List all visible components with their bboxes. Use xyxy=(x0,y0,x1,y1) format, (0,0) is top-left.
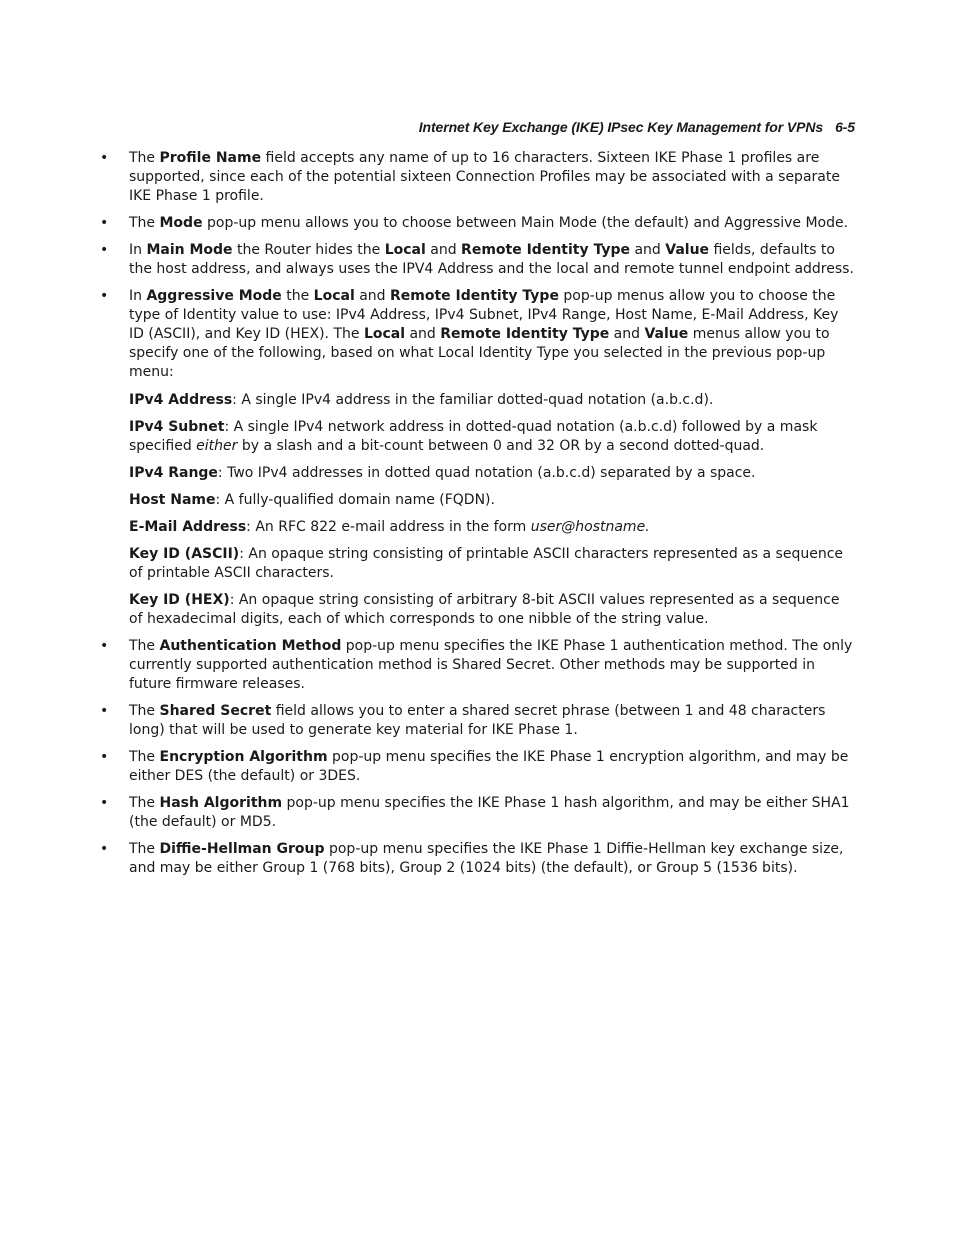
text-run: In xyxy=(129,288,147,304)
bullet-marker: • xyxy=(100,749,109,765)
identity-email-address xyxy=(129,518,856,537)
bullet-marker: • xyxy=(100,703,109,719)
term-hash-algorithm: Hash Algorithm xyxy=(159,795,283,811)
text-run: pop-up menu specifies the IKE Phase 1 authentication method. The only currently supported authentication method is Shared Secret. Other methods may be supported in future firmware releases. xyxy=(129,638,853,692)
bullet-shared-secret xyxy=(100,702,856,740)
term-shared-secret: Shared Secret xyxy=(159,703,272,719)
term-host-name: Host Name xyxy=(129,492,216,508)
bullet-aggressive-mode xyxy=(100,287,856,382)
text-run: : An opaque string consisting of printable ASCII characters represented as a sequence of printable ASCII characters. xyxy=(129,546,844,581)
header-title: Internet Key Exchange (IKE) IPsec Key Management for VPNs xyxy=(418,119,824,135)
text-run: the Router hides the xyxy=(232,242,385,258)
text-run: : A fully-qualified domain name (FQDN). xyxy=(215,492,495,508)
text-run: : Two IPv4 addresses in dotted quad notation (a.b.c.d) separated by a space. xyxy=(217,465,756,481)
term-remote-identity-type: Remote Identity Type xyxy=(461,242,630,258)
identity-key-id-hex xyxy=(129,591,856,629)
text-run: by a slash and a bit-count between 0 and 32 OR by a second dotted-quad. xyxy=(237,438,765,454)
bullet-text xyxy=(129,637,856,694)
text-run: fields, defaults to the host address, and always uses the IPV4 Address and the local and remote tunnel endpoint address. xyxy=(129,242,854,277)
identity-host-name xyxy=(129,491,856,510)
emphasis-either: either xyxy=(196,438,238,454)
running-header xyxy=(419,119,855,135)
term-remote-identity-type: Remote Identity Type xyxy=(390,288,559,304)
term-ipv4-address: IPv4 Address xyxy=(129,392,233,408)
text-run: In xyxy=(129,242,147,258)
text-run: The xyxy=(129,150,160,166)
term-key-id-ascii: Key ID (ASCII) xyxy=(129,546,240,562)
text-run: field allows you to enter a shared secret phrase (between 1 and 48 characters long) that will be used to generate key material for IKE Phase 1. xyxy=(129,703,826,738)
term-aggressive-mode: Aggressive Mode xyxy=(146,288,282,304)
page-number: 6-5 xyxy=(835,119,855,135)
text-run: : An RFC 822 e-mail address in the form xyxy=(246,519,531,535)
term-remote-identity-type: Remote Identity Type xyxy=(440,326,610,342)
bullet-text xyxy=(129,702,856,740)
bullet-text xyxy=(129,214,856,233)
bullet-encryption-algorithm xyxy=(100,748,856,786)
document-body xyxy=(100,149,856,886)
identity-ipv4-address xyxy=(129,391,856,410)
text-run: The xyxy=(129,795,160,811)
bullet-text xyxy=(129,241,856,279)
term-ipv4-subnet: IPv4 Subnet xyxy=(129,419,225,435)
bullet-text xyxy=(129,794,856,832)
term-local: Local xyxy=(384,242,426,258)
text-run: pop-up menu specifies the IKE Phase 1 Diffie-Hellman key exchange size, and may be either Group 1 (768 bits), Group 2 (1024 bits) (the default), or Group 5 (1536 bits). xyxy=(129,841,844,876)
bullet-text xyxy=(129,748,856,786)
bullet-hash-algorithm xyxy=(100,794,856,832)
text-run: The xyxy=(129,841,160,857)
text-run: and xyxy=(425,242,462,258)
text-run: pop-up menus allow you to choose the type of Identity value to use: IPv4 Address, IPv4 Subnet, IPv4 Range, Host Name, E-Mail Address, Key ID (ASCII), and Key ID (HEX). The xyxy=(129,288,839,342)
term-profile-name: Profile Name xyxy=(159,150,262,166)
text-run: The xyxy=(129,215,160,231)
bullet-marker: • xyxy=(100,242,109,258)
text-run: : A single IPv4 network address in dotted-quad notation (a.b.c.d) followed by a mask specified xyxy=(129,419,818,454)
emphasis-user-at-hostname: user@hostname. xyxy=(530,519,650,535)
text-run: menus allow you to specify one of the following, based on what Local Identity Type you selected in the previous pop-up menu: xyxy=(129,326,830,380)
bullet-authentication-method xyxy=(100,637,856,694)
text-run: and xyxy=(630,242,666,258)
text-run: and xyxy=(609,326,645,342)
term-local: Local xyxy=(313,288,355,304)
bullet-marker: • xyxy=(100,150,109,166)
term-email-address: E-Mail Address xyxy=(129,519,247,535)
text-run: pop-up menu allows you to choose between Main Mode (the default) and Aggressive Mode. xyxy=(202,215,849,231)
text-run: field accepts any name of up to 16 characters. Sixteen IKE Phase 1 profiles are supported, since each of the potential sixteen Connection Profiles may be associated with a separate IKE Phase 1 profile. xyxy=(129,150,840,204)
bullet-profile-name xyxy=(100,149,856,206)
term-diffie-hellman-group: Diffie-Hellman Group xyxy=(159,841,325,857)
text-run: The xyxy=(129,749,160,765)
bullet-marker: • xyxy=(100,795,109,811)
text-run: pop-up menu specifies the IKE Phase 1 hash algorithm, and may be either SHA1 (the default) or MD5. xyxy=(129,795,850,830)
text-run: and xyxy=(354,288,390,304)
text-run: The xyxy=(129,703,160,719)
term-value: Value xyxy=(665,242,710,258)
bullet-marker: • xyxy=(100,638,109,654)
term-local: Local xyxy=(363,326,406,342)
term-main-mode: Main Mode xyxy=(146,242,233,258)
bullet-mode xyxy=(100,214,856,233)
term-value: Value xyxy=(644,326,689,342)
term-authentication-method: Authentication Method xyxy=(159,638,342,654)
text-run: : An opaque string consisting of arbitrary 8-bit ASCII values represented as a sequence of hexadecimal digits, each of which corresponds to one nibble of the string value. xyxy=(129,592,840,627)
text-run: : A single IPv4 address in the familiar dotted-quad notation (a.b.c.d). xyxy=(232,392,714,408)
bullet-marker: • xyxy=(100,288,109,304)
text-run: the xyxy=(281,288,314,304)
bullet-marker: • xyxy=(100,215,109,231)
term-ipv4-range: IPv4 Range xyxy=(129,465,218,481)
term-mode: Mode xyxy=(159,215,203,231)
text-run: and xyxy=(405,326,441,342)
bullet-text xyxy=(129,287,856,382)
term-key-id-hex: Key ID (HEX) xyxy=(129,592,230,608)
term-encryption-algorithm: Encryption Algorithm xyxy=(159,749,328,765)
bullet-marker: • xyxy=(100,841,109,857)
bullet-text xyxy=(129,149,856,206)
text-run: The xyxy=(129,638,160,654)
identity-ipv4-range xyxy=(129,464,856,483)
bullet-text xyxy=(129,840,856,878)
bullet-diffie-hellman-group xyxy=(100,840,856,878)
identity-key-id-ascii xyxy=(129,545,856,583)
text-run: pop-up menu specifies the IKE Phase 1 encryption algorithm, and may be either DES (the default) or 3DES. xyxy=(129,749,849,784)
bullet-main-mode xyxy=(100,241,856,279)
identity-ipv4-subnet xyxy=(129,418,856,456)
